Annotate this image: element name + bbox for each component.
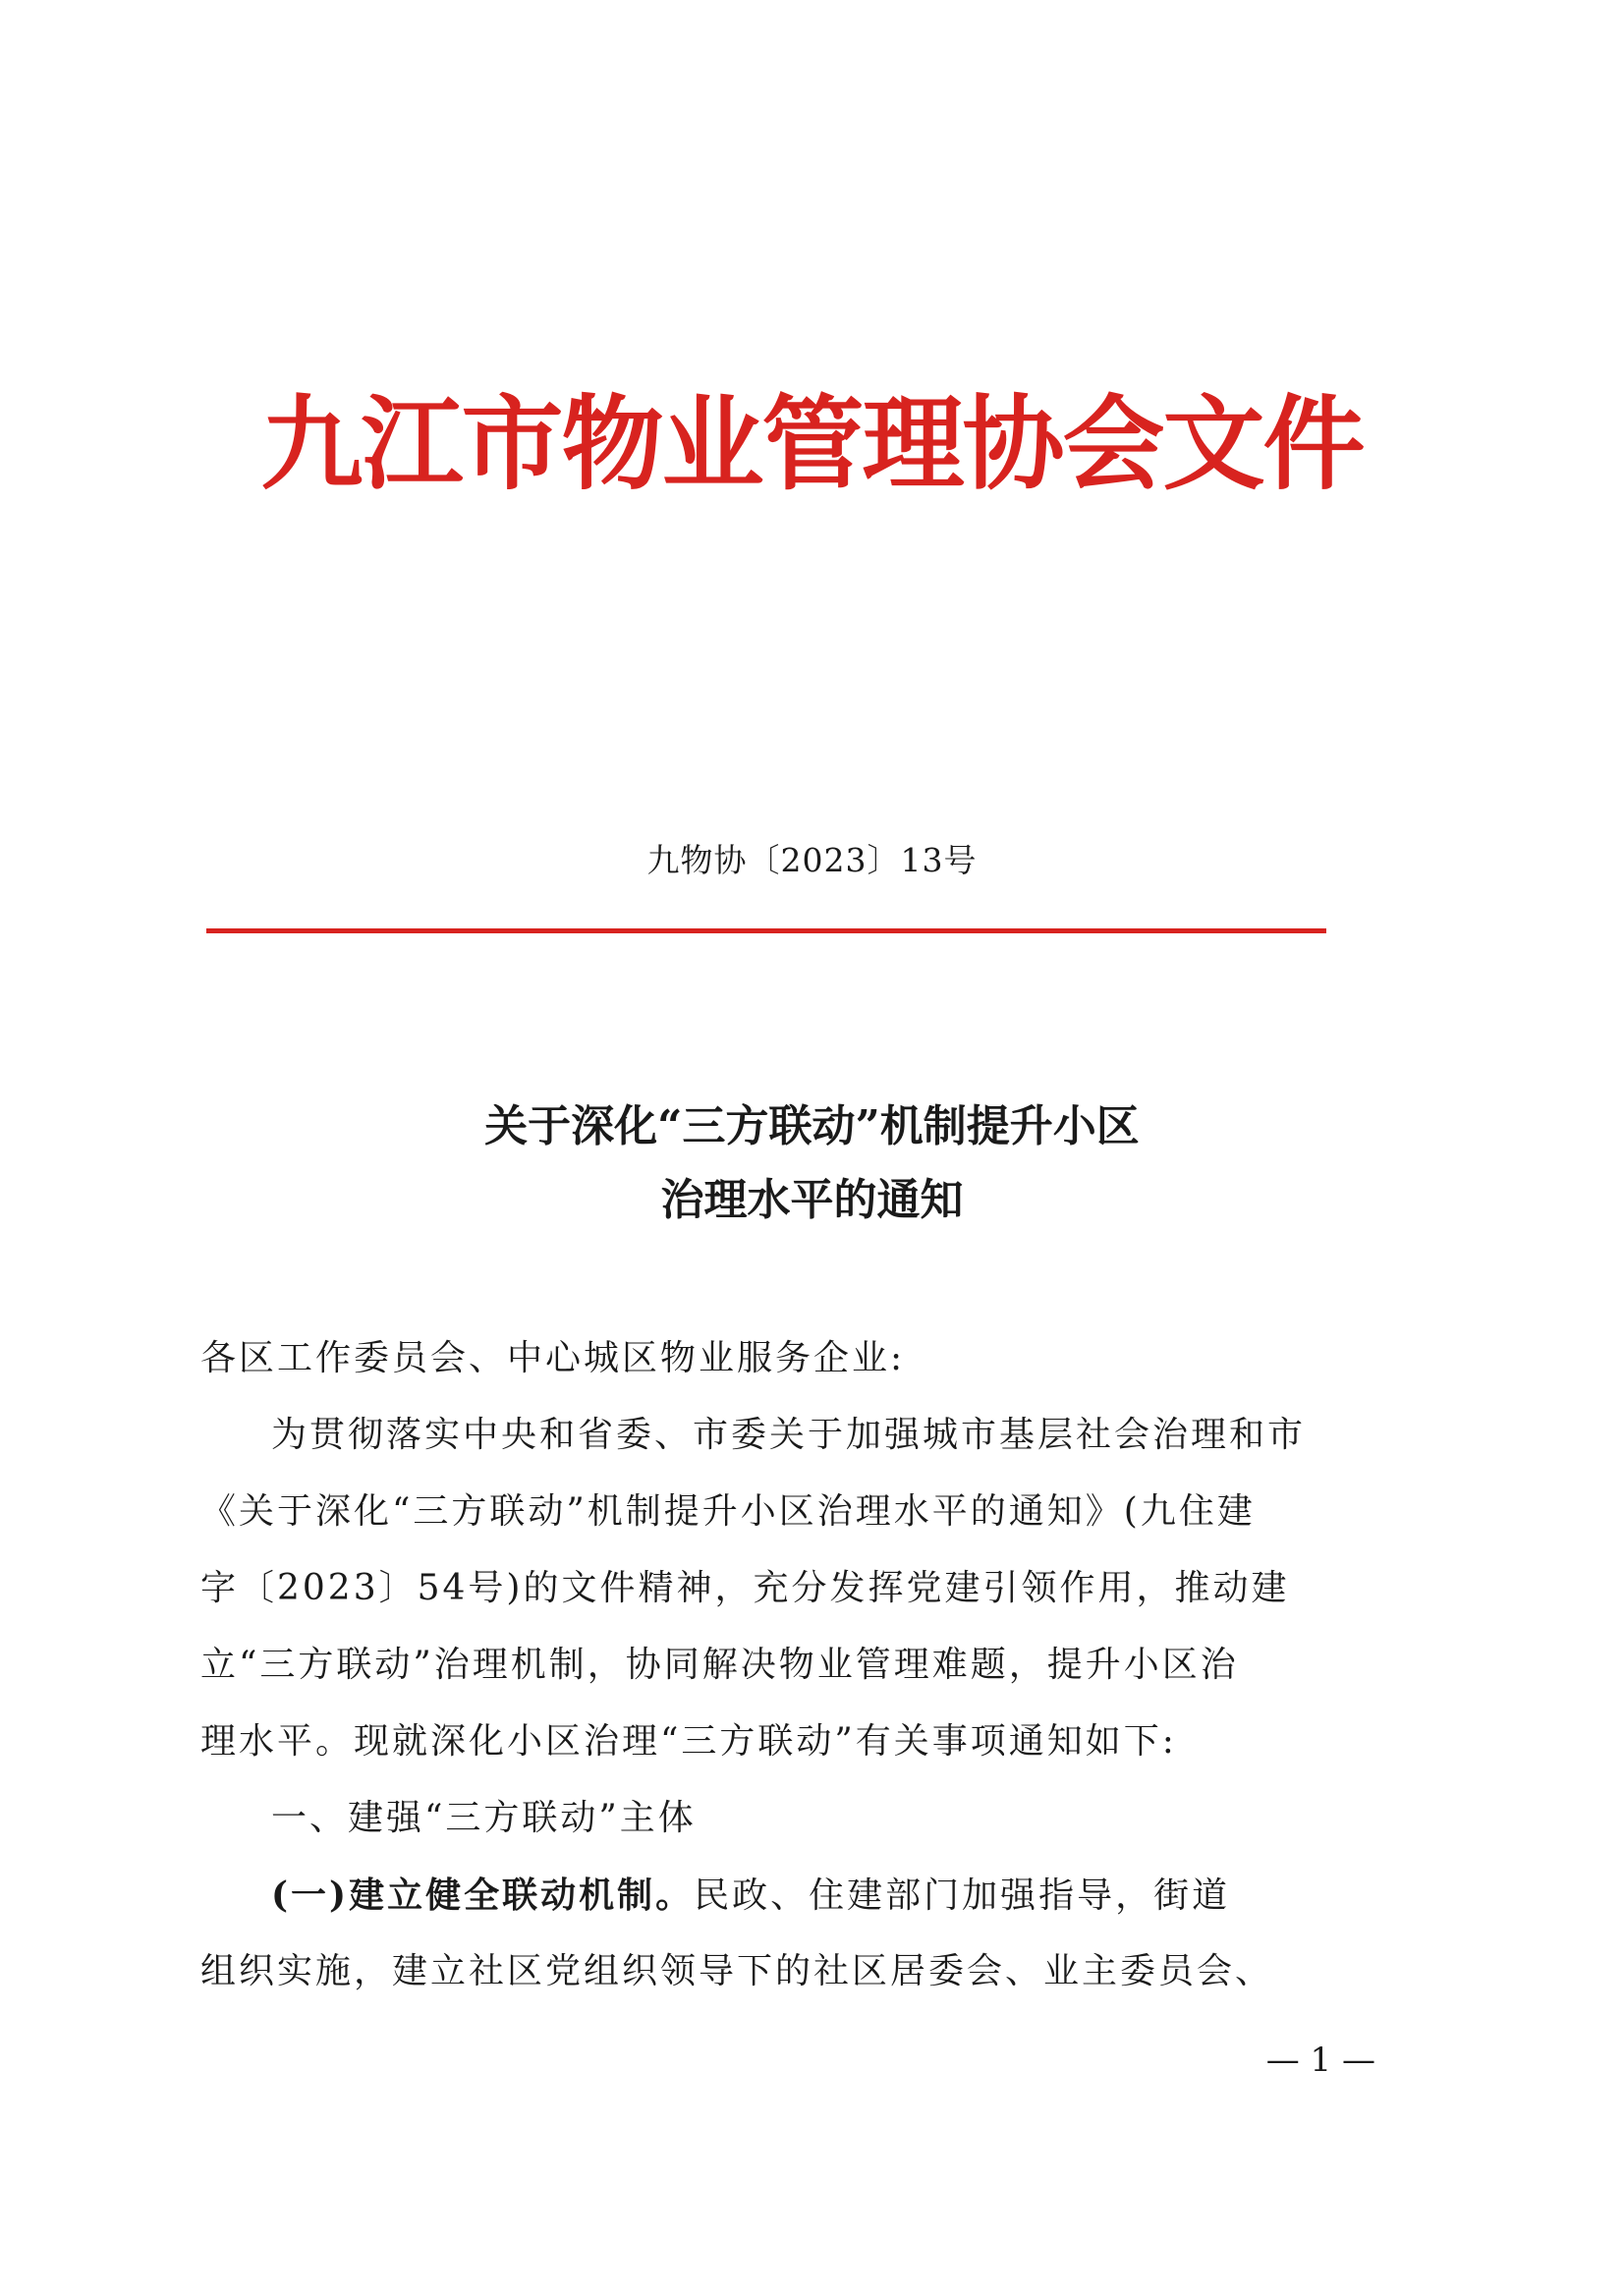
subsection-text: 民政、住建部门加强指导，街道	[694, 1875, 1231, 1916]
salutation: 各区工作委员会、中心城区物业服务企业:	[200, 1338, 906, 1378]
document-masthead: 九江市物业管理协会文件	[260, 383, 1364, 504]
subsection-line: 组织实施，建立社区党组织领导下的社区居委会、业主委员会、	[200, 1951, 1274, 1991]
paragraph-line: 字〔2023〕54号)的文件精神，充分发挥党建引领作用，推动建	[200, 1568, 1290, 1608]
paragraph-line: 为贯彻落实中央和省委、市委关于加强城市基层社会治理和市	[271, 1415, 1307, 1455]
document-title-line-2: 治理水平的通知	[660, 1175, 964, 1225]
paragraph-line: 《关于深化“三方联动”机制提升小区治理水平的通知》(九住建	[200, 1491, 1256, 1532]
subsection-line	[271, 1877, 1374, 1914]
paragraph-line: 立“三方联动”治理机制，协同解决物业管理难题，提升小区治	[200, 1645, 1239, 1685]
red-divider-line	[206, 928, 1326, 933]
paragraph-line: 理水平。现就深化小区治理“三方联动”有关事项通知如下:	[200, 1721, 1177, 1762]
subsection-heading: (一)建立健全联动机制。	[271, 1875, 695, 1916]
page-number: — 1 —	[1265, 2041, 1375, 2080]
document-title-line-1: 关于深化“三方联动”机制提升小区	[484, 1101, 1140, 1151]
document-number: 九物协〔2023〕13号	[646, 841, 978, 879]
section-heading: 一、建强“三方联动”主体	[271, 1798, 697, 1838]
